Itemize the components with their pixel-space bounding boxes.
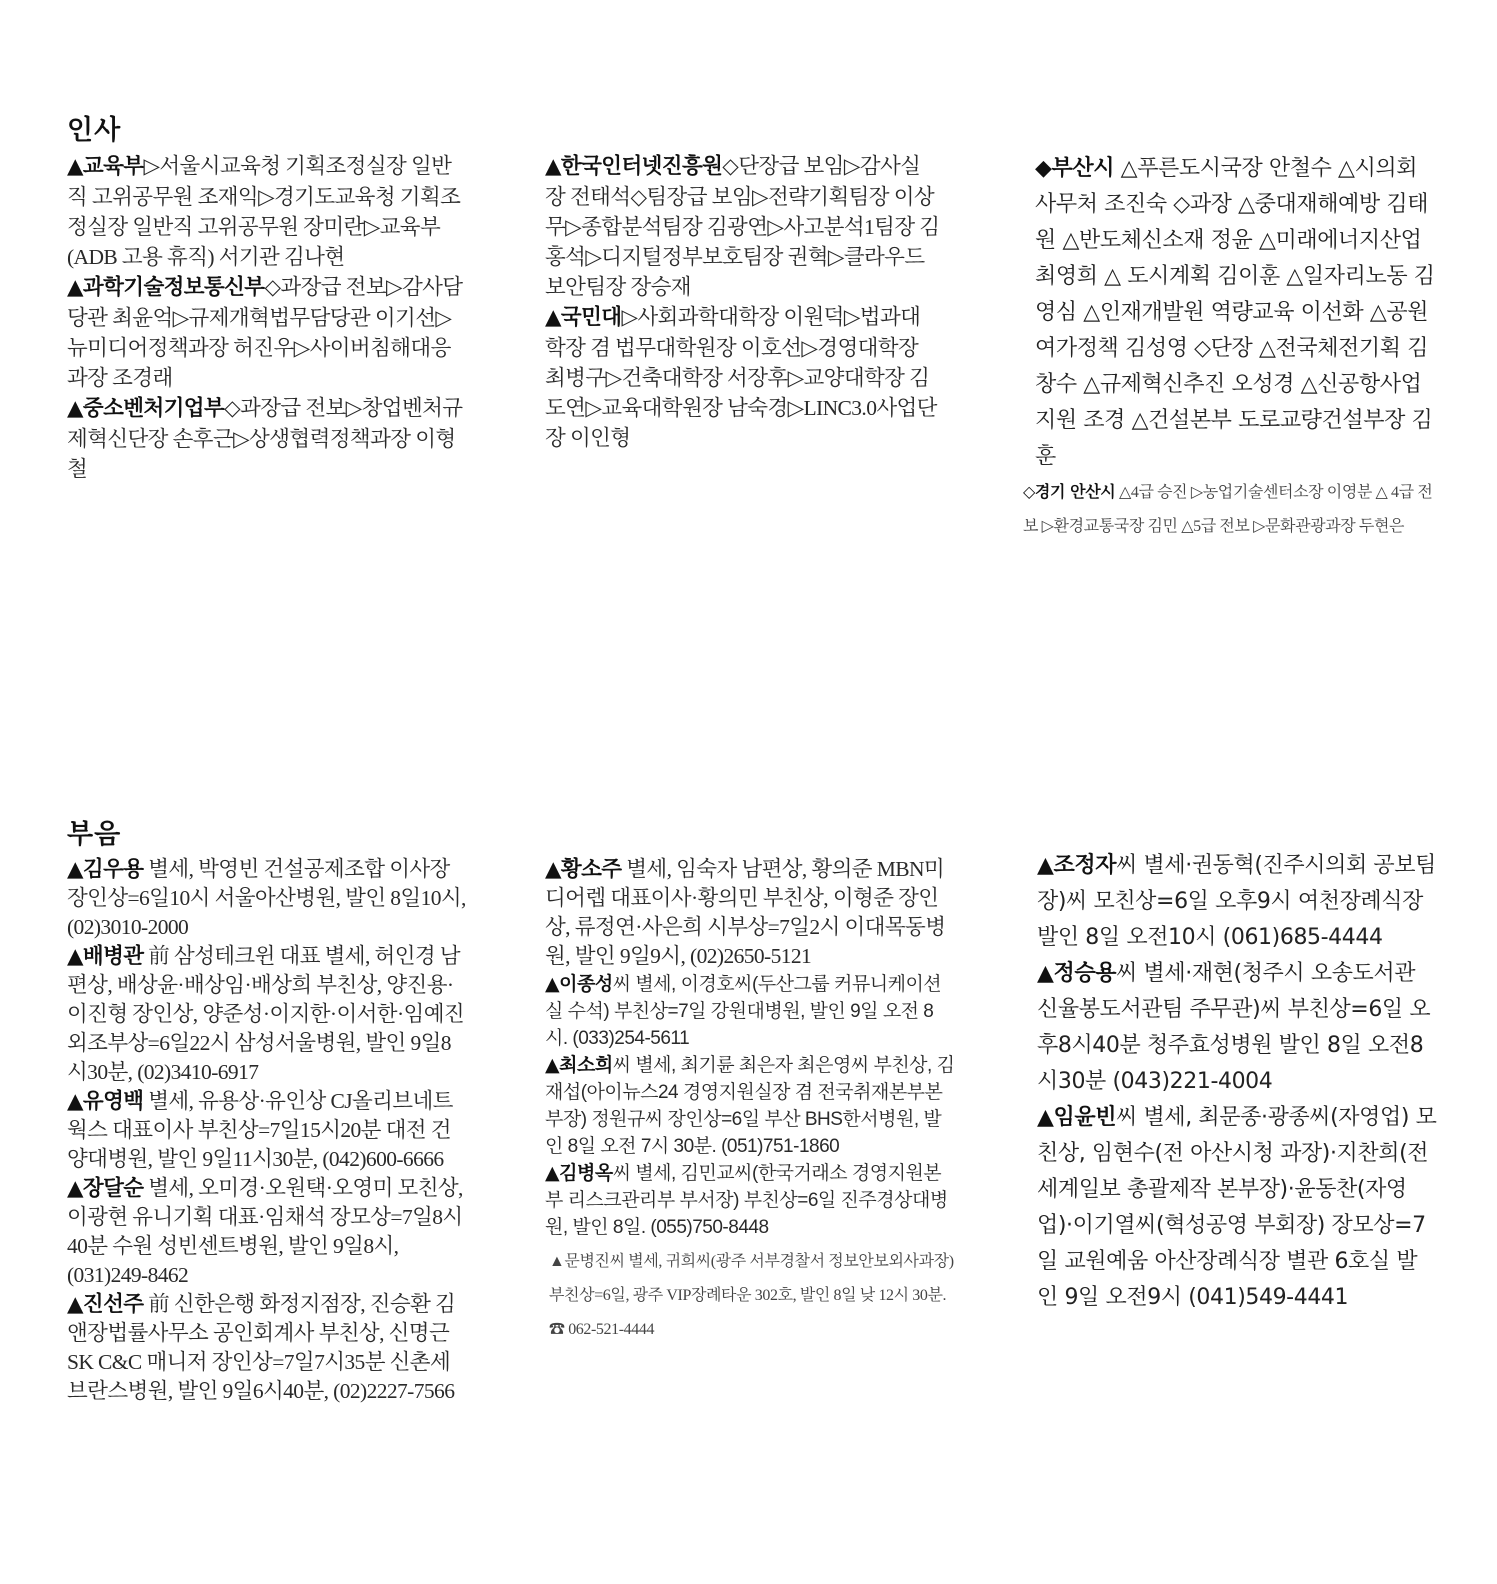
entry-org: ▲과학기술정보통신부 xyxy=(67,275,265,300)
entry-text: 씨 별세·권동혁(진주시의회 공보팀장)씨 모친상=6일 오후9시 여천장례식장 발인 8일 오전10시 (061)685-4444 xyxy=(1037,853,1436,950)
entry-org: ▲중소벤처기업부 xyxy=(67,396,225,421)
entry-text: 별세, 오미경·오원택·오영미 모친상, 이광현 유니기획 대표·임채석 장모상=7일8시40분 수원 성빈센트병원, 발인 9일8시, (031)249-8462 xyxy=(67,1176,463,1287)
entry-text: △푸른도시국장 안철수 △시의회사무처 조진숙 ◇과장 △중대재해예방 김태원 △반도체신소재 정윤 △미래에너지산업 최영희 △ 도시계획 김이훈 △일자리노동 김영심 △인재개발원 역량교육 이선화 △공원여가정책 김성영 ◇단장 △전국체전기획 김창수 △규제혁신추진 오성경 △신공항사업지원 조경 △건설본부 도로교량건설부장 김훈 xyxy=(1035,156,1435,469)
personnel-entry xyxy=(545,302,940,453)
obituary-column-2 xyxy=(545,855,955,1347)
obituary-column-1 xyxy=(67,855,467,1406)
entry-deceased: ▲황소주 xyxy=(545,857,622,882)
entry-org: ▲국민대 xyxy=(545,305,622,330)
entry-text: ◇과장급 전보▷감사담당관 최윤억▷규제개혁법무담당관 이기선▷뉴미디어정책과장 허진우▷사이버침해대응과장 조경래 xyxy=(67,275,463,390)
entry-deceased: ▲김우용 xyxy=(67,857,144,882)
entry-text: 씨 별세·재현(청주시 오송도서관 신율봉도서관팀 주무관)씨 부친상=6일 오후8시40분 청주효성병원 발인 8일 오전8시30분 (043)221-4004 xyxy=(1037,961,1431,1094)
obituary-entry xyxy=(1037,848,1437,956)
entry-text: ▷사회과학대학장 이원덕▷법과대학장 겸 법무대학원장 이호선▷경영대학장 최병구▷건축대학장 서장후▷교양대학장 김도연▷교육대학원장 남숙경▷LINC3.0사업단장 이인형 xyxy=(545,305,937,450)
personnel-column-1 xyxy=(67,151,467,484)
entry-text: ▷서울시교육청 기획조정실장 일반직 고위공무원 조재익▷경기도교육청 기획조정실장 일반직 고위공무원 장미란▷교육부(ADB 고용 휴직) 서기관 김나현 xyxy=(67,154,461,269)
entry-text: 별세, 유용상·유인상 CJ올리브네트웍스 대표이사 부친상=7일15시20분 대전 건양대병원, 발인 9일11시30분, (042)600-6666 xyxy=(67,1089,453,1171)
entry-deceased: ▲배병관 xyxy=(67,944,144,969)
entry-deceased: ▲진선주 xyxy=(67,1292,144,1317)
entry-deceased: ▲최소희 xyxy=(545,1054,613,1076)
entry-org: ◇경기 안산시 xyxy=(1023,482,1116,501)
entry-text: △4급 승진 ▷농업기술센터소장 이영분 △ 4급 전보 ▷환경교통국장 김민 △5급 전보 ▷문화관광과장 두현은 xyxy=(1023,484,1433,535)
entry-org: ◆부산시 xyxy=(1035,156,1115,181)
entry-text: 씨 별세, 귀희씨(광주 서부경찰서 정보안보외사과장) 부친상=6일, 광주 VIP장례타운 302호, 발인 8일 낮 12시 30분. ☎ 062-521-4444 xyxy=(549,1253,954,1338)
personnel-entry xyxy=(67,393,467,484)
obituary-entry xyxy=(545,1052,955,1160)
personnel-entry xyxy=(545,151,940,302)
entry-text: ◇단장급 보임▷감사실장 전태석◇팀장급 보임▷전략기획팀장 이상무▷종합분석팀장 김광연▷사고분석1팀장 김홍석▷디지털정부보호팀장 권혁▷클라우드보안팀장 장승재 xyxy=(545,154,940,299)
entry-text: 별세, 박영빈 건설공제조합 이사장 장인상=6일10시 서울아산병원, 발인 8일10시, (02)3010-2000 xyxy=(67,857,466,939)
entry-text: 씨 별세, 이경호씨(두산그룹 커뮤니케이션실 수석) 부친상=7일 강원대병원, 발인 9일 오전 8시. (033)254-5611 xyxy=(545,974,942,1049)
obituary-entry xyxy=(67,1087,467,1174)
obituary-entry xyxy=(545,971,955,1052)
obituary-entry xyxy=(545,1245,955,1347)
obituary-entry xyxy=(1037,1100,1437,1316)
entry-deceased: ▲임윤빈 xyxy=(1037,1105,1117,1130)
entry-text: 별세, 임숙자 남편상, 황의준 MBN미디어렙 대표이사·황의민 부친상, 이형준 장인상, 류정연·사은희 시부상=7일2시 이대목동병원, 발인 9일9시, (02)2650-5121 xyxy=(545,857,946,968)
entry-deceased: ▲조정자 xyxy=(1037,853,1117,878)
personnel-heading: 인사 xyxy=(67,115,122,146)
obituary-heading: 부음 xyxy=(67,819,122,850)
entry-text: 씨 별세, 김민교씨(한국거래소 경영지원본부 리스크관리부 부서장) 부친상=6일 진주경상대병원, 발인 8일. (055)750-8448 xyxy=(545,1163,948,1238)
personnel-entry xyxy=(1035,151,1435,475)
personnel-entry xyxy=(67,272,467,393)
obituary-entry xyxy=(67,855,467,942)
entry-deceased: ▲이종성 xyxy=(545,973,613,995)
obituary-entry xyxy=(67,942,467,1087)
obituary-entry xyxy=(545,1160,955,1241)
entry-text: 前 신한은행 화정지점장, 진승환 김앤장법률사무소 공인회계사 부친상, 신명근 SK C&C 매니저 장인상=7일7시35분 신촌세브란스병원, 발인 9일6시40분, (02)2227-7566 xyxy=(67,1292,456,1403)
obituary-entry xyxy=(67,1290,467,1406)
entry-deceased: ▲정승용 xyxy=(1037,961,1117,986)
entry-org: ▲한국인터넷진흥원 xyxy=(545,154,723,179)
entry-deceased: ▲문병진 xyxy=(549,1253,610,1270)
entry-text: 씨 별세, 최기륜 최은자 최은영씨 부친상, 김재섭(아이뉴스24 경영지원실장 겸 전국취재본부본부장) 정원규씨 장인상=6일 부산 BHS한서병원, 발인 8일 오전 7시 30분. (051)751-1860 xyxy=(545,1055,955,1157)
personnel-entry xyxy=(67,151,467,272)
obituary-column-3 xyxy=(1037,848,1437,1316)
entry-deceased: ▲김병옥 xyxy=(545,1162,613,1184)
obituary-entry xyxy=(67,1174,467,1290)
entry-text: 씨 별세, 최문종·광종씨(자영업) 모친상, 임현수(전 아산시청 과장)·지찬희(전 세계일보 총괄제작 본부장)·윤동찬(자영업)·이기열씨(혁성공영 부회장) 장모상=7일 교원예움 아산장례식장 별관 6호실 발인 9일 오전9시 (041)549-4441 xyxy=(1037,1105,1437,1310)
entry-text: ◇과장급 전보▷창업벤처규제혁신단장 손후근▷상생협력정책과장 이형철 xyxy=(67,396,463,481)
personnel-column-3 xyxy=(1023,151,1435,544)
entry-deceased: ▲장달순 xyxy=(67,1176,144,1201)
obituary-entry xyxy=(545,855,955,971)
entry-org: ▲교육부 xyxy=(67,154,144,179)
obituary-entry xyxy=(1037,956,1437,1100)
entry-text: 前 삼성테크윈 대표 별세, 허인경 남편상, 배상윤·배상임·배상희 부친상, 양진용·이진형 장인상, 양준성·이지한·이서한·임예진 외조부상=6일22시 삼성서울병원, 발인 9일8시30분, (02)3410-6917 xyxy=(67,944,465,1084)
personnel-entry xyxy=(1023,475,1435,544)
entry-deceased: ▲유영백 xyxy=(67,1089,144,1114)
personnel-column-2 xyxy=(545,151,940,453)
